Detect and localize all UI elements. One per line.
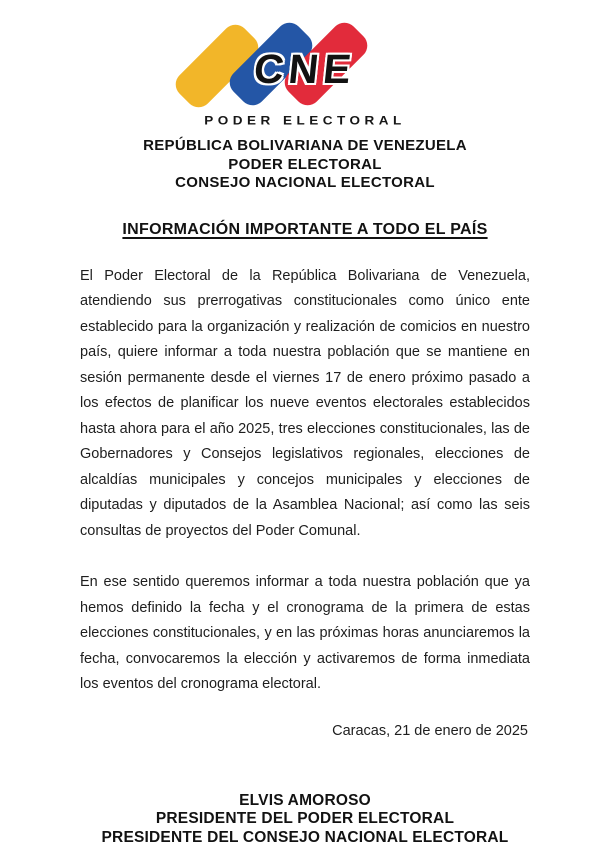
document-title <box>0 221 610 239</box>
cne-logo-wordmark: CNE <box>251 46 359 92</box>
signature-name: ELVIS AMOROSO <box>239 791 371 809</box>
cne-logo <box>190 22 420 128</box>
signature-title-1: PRESIDENTE DEL PODER ELECTORAL <box>155 810 455 827</box>
signature-title-2: PRESIDENTE DEL CONSEJO NACIONAL ELECTORAL <box>101 828 509 846</box>
body-paragraph-2: En ese sentido queremos informar a toda nuestra población que ya hemos definido la fecha y el cronograma de la primera de estas elecciones constitucionales, y en las próximas horas anunciaremos la fecha, convocaremos la elección y activaremos de forma inmediata los eventos del cronograma electoral. <box>80 574 530 692</box>
body-paragraph-1: El Poder Electoral de la República Bolivariana de Venezuela, atendiendo sus prerrogativas constitucionales como único ente establecido para la organización y realización de comicios en nuestro país, quiere informar a toda nuestra población que se mantiene en sesión permanente desde el viernes 17 de enero próximo pasado a los efectos de planificar los nueve eventos electorales establecidos hasta ahora para el año 2025, tres elecciones constitucionales, las de Gobernadores y Consejos legislativos regionales, elecciones de alcaldías municipales y concejos municipales y elecciones de diputadas y diputados de la Asamblea Nacional; así como las seis consultas de proyectos del Poder Comunal. <box>80 267 530 539</box>
document-title-text: INFORMACIÓN IMPORTANTE A TODO EL PAÍS <box>122 220 488 238</box>
logo-subtitle: PODER ELECTORAL <box>204 113 406 128</box>
document-letterhead <box>0 137 610 193</box>
signature-block <box>0 792 610 848</box>
letterhead-line-poder-electoral: PODER ELECTORAL <box>228 155 382 173</box>
letterhead-line-republic: REPÚBLICA BOLIVARIANA DE VENEZUELA <box>143 137 467 154</box>
letterhead-line-cne: CONSEJO NACIONAL ELECTORAL <box>175 174 435 191</box>
dateline: Caracas, 21 de enero de 2025 <box>332 722 528 739</box>
